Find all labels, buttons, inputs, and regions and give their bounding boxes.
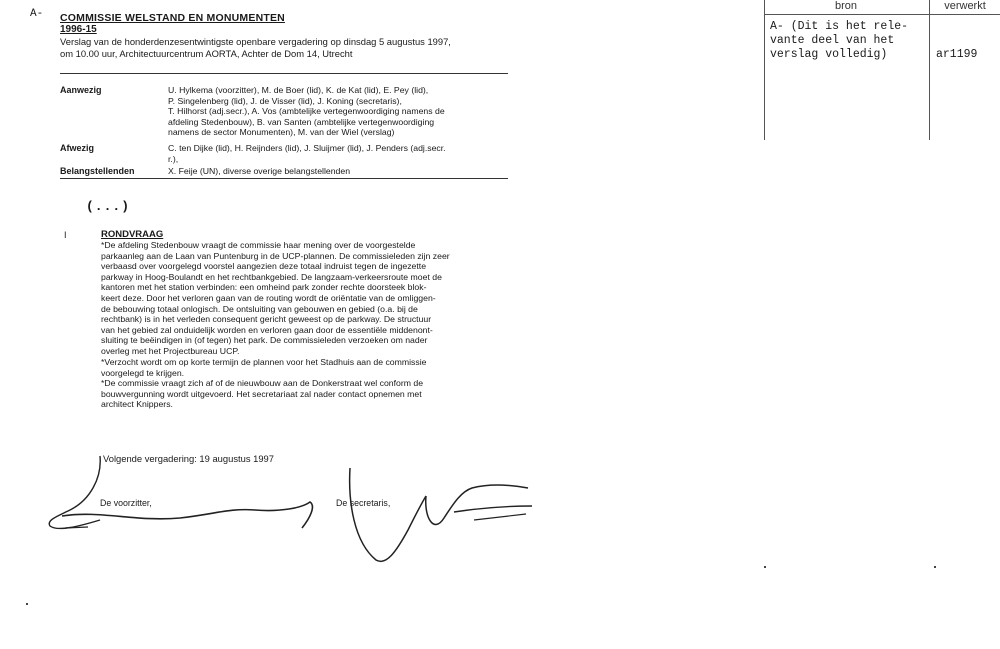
intro-line: Verslag van de honderdenzesentwintigste openbare vergadering op dinsdag 5 augustus 1997, xyxy=(60,36,451,47)
paragraph-line: bouwvergunning wordt uitgevoerd. Het secretariaat zal nader contact opnemen met xyxy=(101,388,422,399)
paragraph-line: kantoren met het station verbinden: een omheind park zonder rechte doorsteek blok- xyxy=(101,282,427,293)
source-note xyxy=(770,20,930,62)
absent-line: r.), xyxy=(168,153,179,164)
present-line: afdeling Stedenbouw), B. van Santen (ambtelijke vertegenwoordiging xyxy=(168,116,435,127)
section-heading: RONDVRAAG xyxy=(101,229,164,240)
divider-top xyxy=(60,73,508,74)
source-note-line: A- (Dit is het rele- xyxy=(770,20,909,33)
stakeholders-list xyxy=(168,166,508,177)
paragraph-line: rechtbank) is in het verleden consequent gericht geweest op de parkway. De structuur xyxy=(101,314,432,325)
absent-line: C. ten Dijke (lid), H. Reijnders (lid), J. Sluijmer (lid), J. Penders (adj.secr. xyxy=(168,143,446,153)
paragraph-line: architect Knippers. xyxy=(101,399,173,410)
present-line: T. Hilhorst (adj.secr.), A. Vos (ambtelijke vertegenwoordiging namens de xyxy=(168,106,445,117)
source-note-line: vante deel van het xyxy=(770,34,895,47)
paragraph-donkerstraat xyxy=(101,378,509,410)
margin-marker: A- xyxy=(30,8,44,20)
table-left-rule xyxy=(764,0,765,140)
document-year: 1996-15 xyxy=(60,24,97,35)
chair-label: De voorzitter, xyxy=(100,498,152,508)
paragraph-line: voorgelegd te krijgen. xyxy=(101,367,185,378)
paragraph-line: van het gebied zal onduidelijk worden en verloren gaan door de essentiële middenont- xyxy=(101,324,433,335)
absent-list xyxy=(168,143,508,164)
paragraph-line: *De commissie vraagt zich af of de nieuwbouw aan de Donkerstraat wel conform de xyxy=(101,378,424,388)
processed-code: ar1199 xyxy=(936,48,978,61)
column-header-processed: verwerkt xyxy=(944,0,986,12)
omission-marker: (...) xyxy=(86,199,131,214)
stakeholders-line: X. Feije (UN), diverse overige belangstellenden xyxy=(168,166,351,176)
section-number: I xyxy=(64,230,67,240)
paragraph-line: de bebouwing totaal onlogisch. De ontsluiting van gebouwen en gebied (o.a. bij de xyxy=(101,303,418,314)
paragraph-line: sluiting te beëindigen in (of tegen) het park. De commissieleden verzoeken om nader xyxy=(101,335,428,346)
paragraph-line: keert deze. Door het verloren gaan van de routing wordt de oriëntatie van de omliggen- xyxy=(101,292,436,303)
stakeholders-label: Belangstellenden xyxy=(60,166,135,176)
table-header-rule xyxy=(764,14,1000,15)
present-line: P. Singelenberg (lid), J. de Visser (lid), J. Koning (secretaris), xyxy=(168,95,402,106)
source-table xyxy=(764,0,1000,140)
scan-speck xyxy=(934,566,936,568)
intro-text xyxy=(60,36,510,59)
scan-speck xyxy=(764,566,766,568)
paragraph-line: parkaanleg aan de Laan van Puntenburg in de UCP-plannen. De commissieleden zijn zeer xyxy=(101,250,450,261)
paragraph-stadhuis xyxy=(101,357,509,378)
intro-line: om 10.00 uur, Architectuurcentrum AORTA, Achter de Dom 14, Utrecht xyxy=(60,47,353,59)
divider-bottom xyxy=(60,178,508,179)
source-note-line: verslag volledig) xyxy=(770,48,888,61)
present-list xyxy=(168,85,508,138)
present-line: U. Hylkema (voorzitter), M. de Boer (lid), K. de Kat (lid), E. Pey (lid), xyxy=(168,85,429,95)
paragraph-line: *De afdeling Stedenbouw vraagt de commissie haar mening over de voorgestelde xyxy=(101,240,416,250)
column-header-source: bron xyxy=(834,0,858,12)
document-title: COMMISSIE WELSTAND EN MONUMENTEN xyxy=(60,12,285,24)
paragraph-line: parkway in Hoog-Boulandt en het rechtbankgebied. De langzaam-verkeersroute moet de xyxy=(101,271,442,282)
paragraph-stedenbouw xyxy=(101,240,509,357)
present-label: Aanwezig xyxy=(60,85,102,95)
absent-label: Afwezig xyxy=(60,143,95,153)
next-meeting: Volgende vergadering: 19 augustus 1997 xyxy=(103,453,274,464)
secretary-label: De secretaris, xyxy=(336,498,391,508)
paragraph-line: *Verzocht wordt om op korte termijn de plannen voor het Stadhuis aan de commissie xyxy=(101,357,427,367)
secretary-signature xyxy=(342,462,542,572)
paragraph-line: overleg met het Projectbureau UCP. xyxy=(101,345,240,356)
present-line: namens de sector Monumenten), M. van der Wiel (verslag) xyxy=(168,127,395,138)
paragraph-line: verbaasd over voorgelegd voorstel aangezien deze totaal indruist tegen de ingezette xyxy=(101,261,427,272)
chair-signature xyxy=(40,448,330,538)
scan-speck xyxy=(26,603,28,605)
